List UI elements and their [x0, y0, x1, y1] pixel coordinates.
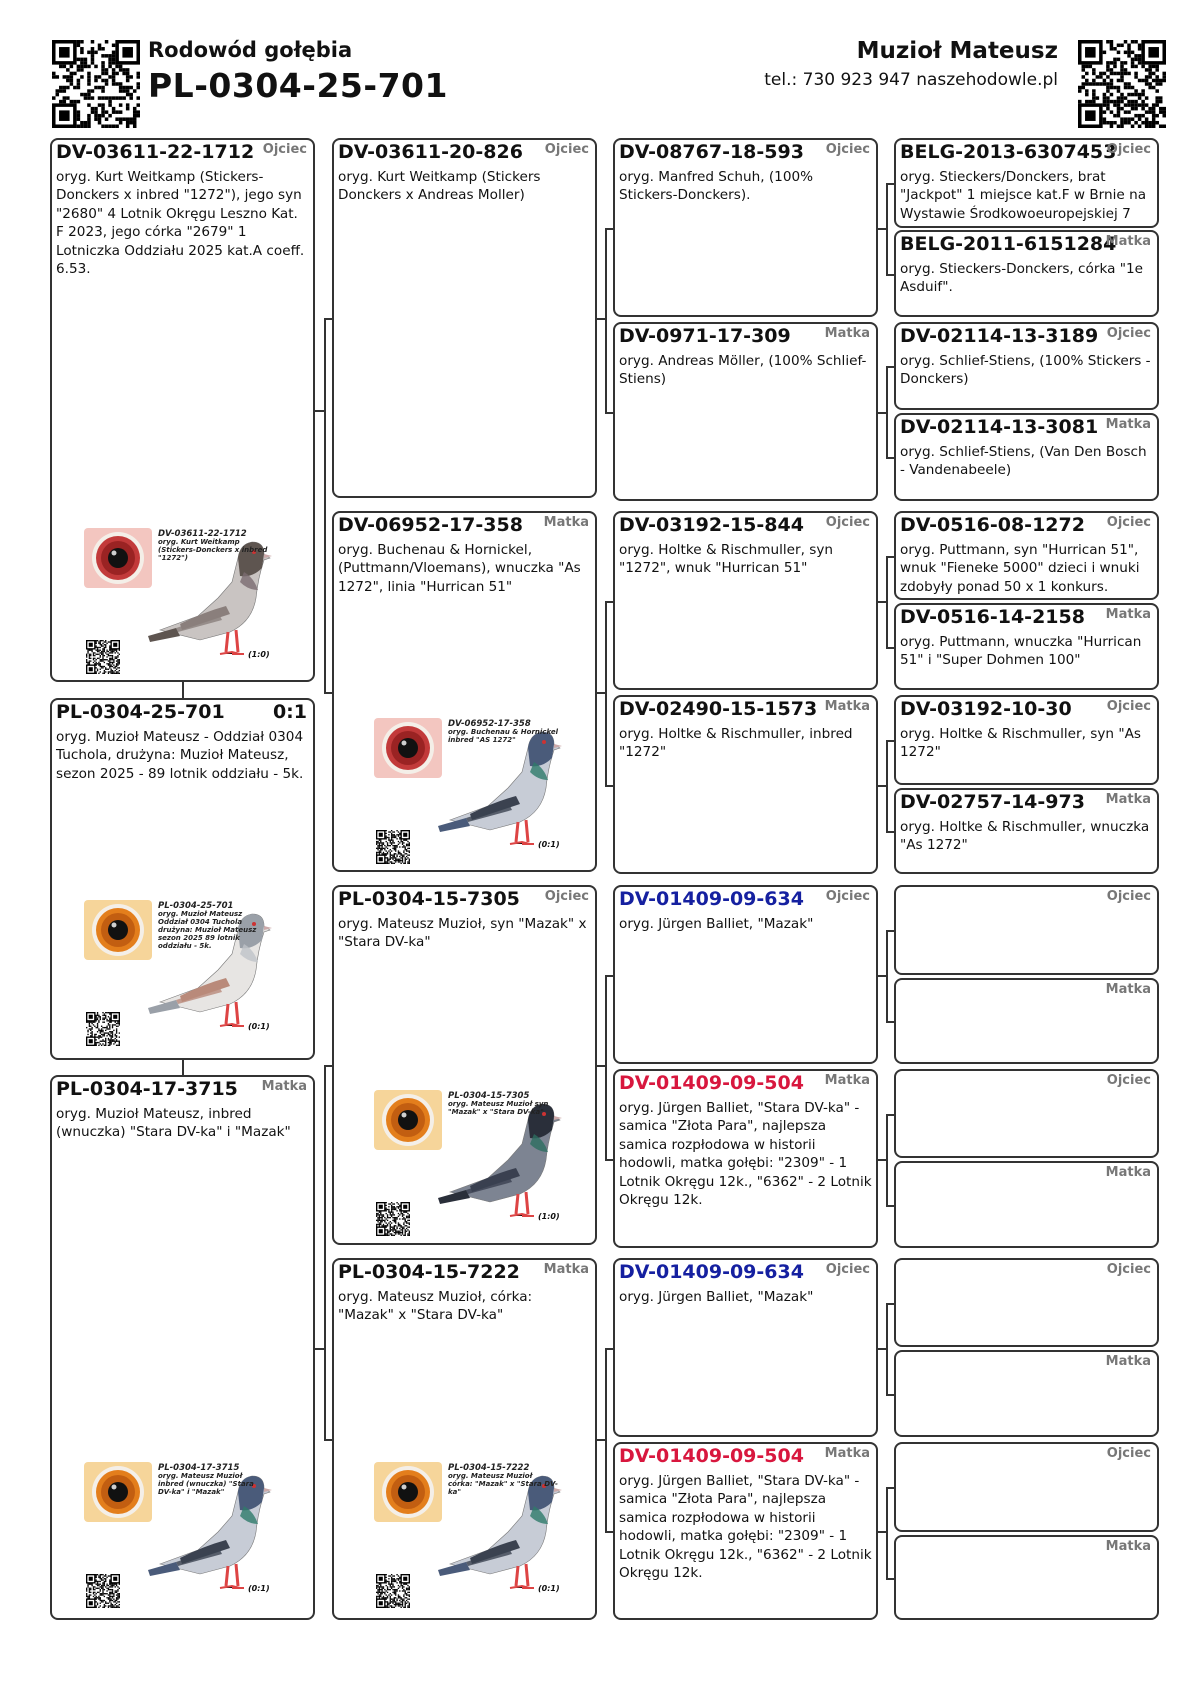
bird-description: oryg. Kurt Weitkamp (Stickers Donckers x Andreas Moller)	[338, 169, 541, 204]
parent-role-label: Matka	[1105, 982, 1151, 997]
qr-code-icon	[86, 1012, 120, 1046]
photo-sex-label: (1:0)	[248, 650, 270, 659]
photo-caption-ring: DV-03611-22-1712	[158, 529, 247, 539]
ring-number: PL-0304-15-7222	[338, 1261, 520, 1283]
bird-description: oryg. Jürgen Balliet, "Mazak"	[619, 1289, 814, 1305]
photo-caption	[448, 720, 558, 744]
connector-line	[597, 318, 605, 320]
photo-caption	[448, 1092, 558, 1116]
pedigree-box-ff[interactable]	[332, 138, 597, 498]
connector-line	[605, 975, 607, 1159]
connector-line	[878, 975, 886, 977]
bird-description: oryg. Jürgen Balliet, "Stara DV-ka" - samica "Złota Para", najlepsza samica rozpłodowa w historii hodowli, matka gołębi: "2309" - 1 Lotnik Okręgu 12k., "6362" - 2 Lotnik Okręgu 12k.	[619, 1100, 872, 1209]
connector-line	[886, 1021, 894, 1023]
connector-line	[182, 682, 184, 698]
ring-number: PL-0304-17-3715	[56, 1078, 238, 1100]
ring-number: DV-01409-09-634	[619, 888, 804, 910]
pedigree-box-fmfm[interactable]	[894, 603, 1159, 690]
parent-role-label: Ojciec	[825, 515, 870, 530]
parent-role-label: Ojciec	[825, 889, 870, 904]
parent-role-label: Ojciec	[262, 142, 307, 157]
parent-role-label: Ojciec	[1106, 1262, 1151, 1277]
connector-line	[886, 1303, 894, 1305]
qr-code-icon	[376, 830, 410, 864]
pigeon-photo-f	[84, 528, 284, 678]
connector-line	[886, 740, 894, 742]
parent-role-label: Ojciec	[1106, 515, 1151, 530]
pedigree-box-mmmm[interactable]	[894, 1535, 1159, 1620]
photo-caption-ring: PL-0304-25-701	[158, 901, 234, 911]
parent-role-label: Ojciec	[1106, 699, 1151, 714]
connector-line	[886, 183, 888, 274]
connector-line	[605, 1348, 607, 1532]
parent-role-label: Ojciec	[1106, 142, 1151, 157]
connector-line	[597, 692, 605, 694]
bird-description: oryg. Mateusz Muzioł, syn "Mazak" x "Stara DV-ka"	[338, 916, 587, 951]
pigeon-photo-fm	[374, 718, 574, 868]
connector-line	[886, 1114, 894, 1116]
photo-caption-text: oryg. Mateusz Muzioł syn "Mazak" x "Stara DV-ka"	[448, 1100, 549, 1116]
photo-caption	[448, 1464, 558, 1496]
pigeon-eye-image	[84, 528, 152, 588]
bird-description: oryg. Mateusz Muzioł, córka: "Mazak" x "Stara DV-ka"	[338, 1289, 533, 1324]
pedigree-box-mfmf[interactable]	[894, 1069, 1159, 1158]
bird-description: oryg. Holtke & Rischmuller, wnuczka "As 1272"	[900, 819, 1150, 854]
parent-role-label: Ojciec	[1106, 1073, 1151, 1088]
pedigree-box-fff[interactable]	[613, 138, 878, 317]
pedigree-box-fmff[interactable]	[894, 511, 1159, 600]
photo-caption	[158, 902, 268, 950]
photo-caption-text: oryg. Kurt Weitkamp (Stickers-Donckers x inbred "1272")	[158, 538, 268, 562]
connector-line	[324, 318, 332, 320]
connector-line	[886, 556, 888, 647]
pigeon-eye-image	[84, 1462, 152, 1522]
connector-line	[315, 410, 324, 412]
bird-description: oryg. Schlief-Stiens, (100% Stickers - Donckers)	[900, 353, 1151, 388]
bird-description: oryg. Andreas Möller, (100% Schlief-Stiens)	[619, 353, 867, 388]
bird-description: oryg. Stieckers/Donckers, brat "Jackpot" 1 miejsce kat.F w Brnie na Wystawie Środkowoeuropejskiej 7	[900, 169, 1147, 222]
qr-code-icon-right	[1078, 40, 1166, 128]
ring-number: PL-0304-25-701	[56, 701, 225, 723]
connector-line	[886, 183, 894, 185]
connector-line	[324, 1065, 326, 1439]
sex-indicator: 0:1	[272, 701, 307, 723]
bird-description: oryg. Muzioł Mateusz, inbred (wnuczka) "Stara DV-ka" i "Mazak"	[56, 1106, 291, 1141]
connector-line	[597, 1065, 605, 1067]
pedigree-box-mmm[interactable]	[613, 1442, 878, 1620]
parent-role-label: Ojciec	[1106, 1446, 1151, 1461]
pigeon-photo-mf	[374, 1090, 574, 1240]
parent-role-label: Ojciec	[825, 142, 870, 157]
pedigree-box-ffmf[interactable]	[894, 322, 1159, 410]
parent-role-label: Matka	[824, 1073, 870, 1088]
photo-caption-text: oryg. Buchenau & Hornickel inbred "AS 1272"	[448, 728, 559, 744]
ring-number: DV-01409-09-504	[619, 1072, 804, 1094]
pedigree-box-ffff[interactable]	[894, 138, 1159, 228]
pedigree-box-mmff[interactable]	[894, 1258, 1159, 1347]
photo-caption-text: oryg. Muzioł Mateusz Oddział 0304 Tuchola drużyna: Muzioł Mateusz sezon 2025 89 lotnik oddziału - 5k.	[158, 910, 257, 950]
ring-number: DV-0516-14-2158	[900, 606, 1085, 628]
connector-line	[886, 457, 894, 459]
qr-code-icon	[86, 640, 120, 674]
parent-role-label: Matka	[824, 326, 870, 341]
pedigree-box-mmfm[interactable]	[894, 1350, 1159, 1437]
connector-line	[886, 1487, 894, 1489]
connector-line	[886, 930, 894, 932]
bird-description: oryg. Puttmann, wnuczka "Hurrican 51" i "Super Dohmen 100"	[900, 634, 1142, 669]
connector-line	[605, 601, 607, 785]
connector-line	[878, 1348, 886, 1350]
bird-description: oryg. Puttmann, syn "Hurrican 51", wnuk "Fieneke 5000" dzieci i wnuki zdobyły ponad 50 x 1 konkurs.	[900, 542, 1140, 595]
connector-line	[886, 831, 894, 833]
connector-line	[605, 975, 613, 977]
owner-contact: tel.: 730 923 947 naszehodowle.pl	[764, 70, 1058, 90]
connector-line	[605, 228, 613, 230]
parent-role-label: Matka	[1105, 417, 1151, 432]
pedigree-box-fmf[interactable]	[613, 511, 878, 690]
bird-description: oryg. Holtke & Rischmuller, syn "1272", wnuk "Hurrican 51"	[619, 542, 834, 577]
bird-description: oryg. Buchenau & Hornickel, (Puttmann/Vloemans), wnuczka "As 1272", linia "Hurrican 51"	[338, 542, 581, 595]
ring-number: DV-01409-09-504	[619, 1445, 804, 1467]
connector-line	[886, 556, 894, 558]
connector-line	[605, 785, 613, 787]
connector-line	[886, 366, 888, 457]
pigeon-eye-image	[374, 718, 442, 778]
bird-description: oryg. Holtke & Rischmuller, syn "As 1272"	[900, 726, 1141, 761]
connector-line	[886, 1578, 894, 1580]
parent-role-label: Matka	[824, 699, 870, 714]
ring-number: DV-0516-08-1272	[900, 514, 1085, 536]
connector-line	[605, 1531, 613, 1533]
ring-number: DV-02114-13-3189	[900, 325, 1099, 347]
bird-description: oryg. Jürgen Balliet, "Stara DV-ka" - samica "Złota Para", najlepsza samica rozpłodowa w historii hodowli, matka gołębi: "2309" - 1 Lotnik Okręgu 12k., "6362" - 2 Lotnik Okręgu 12k.	[619, 1473, 872, 1582]
photo-sex-label: (1:0)	[538, 1212, 560, 1221]
connector-line	[886, 1394, 894, 1396]
ring-number: DV-03611-22-1712	[56, 141, 255, 163]
ring-number: BELG-2011-6151284	[900, 233, 1117, 255]
parent-role-label: Matka	[1105, 1165, 1151, 1180]
parent-role-label: Matka	[543, 515, 589, 530]
parent-role-label: Ojciec	[544, 142, 589, 157]
photo-caption-text: oryg. Mateusz Muzioł inbred (wnuczka) "Stara DV-ka" i "Mazak"	[158, 1472, 254, 1496]
pigeon-photo-subject	[84, 900, 284, 1050]
pedigree-box-fmm[interactable]	[613, 695, 878, 874]
photo-caption-text: oryg. Mateusz Muzioł córka: "Mazak" x "Stara DV-ka"	[448, 1472, 558, 1496]
parent-role-label: Matka	[1105, 1539, 1151, 1554]
photo-caption	[158, 530, 268, 562]
pigeon-eye-image	[84, 900, 152, 960]
ring-number: DV-02490-15-1573	[619, 698, 818, 720]
parent-role-label: Matka	[543, 1262, 589, 1277]
photo-sex-label: (0:1)	[248, 1584, 270, 1593]
pedigree-box-mfff[interactable]	[894, 885, 1159, 975]
photo-caption-ring: PL-0304-15-7305	[448, 1091, 530, 1101]
ring-number: DV-03192-10-30	[900, 698, 1072, 720]
pedigree-box-ffmm[interactable]	[894, 413, 1159, 501]
qr-code-icon	[86, 1574, 120, 1608]
qr-code-icon	[376, 1202, 410, 1236]
pigeon-eye-image	[374, 1090, 442, 1150]
connector-line	[597, 1439, 605, 1441]
ring-number: DV-02114-13-3081	[900, 416, 1099, 438]
connector-line	[886, 1487, 888, 1578]
connector-line	[886, 366, 894, 368]
bird-description: oryg. Muzioł Mateusz - Oddział 0304 Tuchola, drużyna: Muzioł Mateusz, sezon 2025 - 89 lotnik oddziału - 5k.	[56, 729, 304, 782]
parent-role-label: Ojciec	[544, 889, 589, 904]
connector-line	[315, 1348, 324, 1350]
bird-description: oryg. Schlief-Stiens, (Van Den Bosch - Vandenabeele)	[900, 444, 1147, 479]
pedigree-box-mmmf[interactable]	[894, 1442, 1159, 1532]
connector-line	[605, 412, 613, 414]
ring-number: DV-0971-17-309	[619, 325, 791, 347]
bird-description: oryg. Kurt Weitkamp (Stickers-Donckers x inbred "1272"), jego syn "2680" 4 Lotnik Okręgu Leszno Kat. F 2023, jego córka "2679" 1 Lotniczka Oddziału 2025 kat.A coeff. 6.53.	[56, 169, 305, 278]
connector-line	[878, 1159, 886, 1161]
pigeon-ring-number: PL-0304-25-701	[148, 66, 448, 105]
connector-line	[878, 412, 886, 414]
pedigree-box-mff[interactable]	[613, 885, 878, 1064]
pedigree-box-fmmm[interactable]	[894, 788, 1159, 874]
ring-number: PL-0304-15-7305	[338, 888, 520, 910]
parent-role-label: Matka	[261, 1079, 307, 1094]
pedigree-box-mffm[interactable]	[894, 978, 1159, 1064]
connector-line	[324, 1065, 332, 1067]
bird-description: oryg. Holtke & Rischmuller, inbred "1272"	[619, 726, 853, 761]
ring-number: DV-08767-18-593	[619, 141, 804, 163]
connector-line	[605, 228, 607, 412]
connector-line	[605, 1348, 613, 1350]
parent-role-label: Matka	[824, 1446, 870, 1461]
ring-number: DV-03192-15-844	[619, 514, 804, 536]
connector-line	[605, 601, 613, 603]
connector-line	[878, 228, 886, 230]
parent-role-label: Ojciec	[1106, 889, 1151, 904]
connector-line	[886, 1303, 888, 1394]
pedigree-box-fmmf[interactable]	[894, 695, 1159, 785]
parent-role-label: Matka	[1105, 234, 1151, 249]
bird-description: oryg. Manfred Schuh, (100% Stickers-Donckers).	[619, 169, 814, 204]
pigeon-eye-image	[374, 1462, 442, 1522]
pedigree-box-mmf[interactable]	[613, 1258, 878, 1437]
connector-line	[886, 740, 888, 831]
ring-number: DV-03611-20-826	[338, 141, 523, 163]
connector-line	[324, 692, 332, 694]
parent-role-label: Ojciec	[825, 1262, 870, 1277]
connector-line	[324, 318, 326, 692]
parent-role-label: Ojciec	[1106, 326, 1151, 341]
photo-caption-ring: DV-06952-17-358	[448, 719, 531, 729]
photo-sex-label: (0:1)	[248, 1022, 270, 1031]
connector-line	[886, 1205, 894, 1207]
connector-line	[886, 647, 894, 649]
photo-sex-label: (0:1)	[538, 1584, 560, 1593]
connector-line	[324, 1439, 332, 1441]
pedigree-box-mfmm[interactable]	[894, 1161, 1159, 1248]
photo-sex-label: (0:1)	[538, 840, 560, 849]
ring-number: DV-02757-14-973	[900, 791, 1085, 813]
connector-line	[886, 930, 888, 1021]
pigeon-photo-mm	[374, 1462, 574, 1612]
parent-role-label: Matka	[1105, 607, 1151, 622]
photo-caption	[158, 1464, 268, 1496]
ring-number: DV-06952-17-358	[338, 514, 523, 536]
connector-line	[878, 601, 886, 603]
pedigree-box-fffm[interactable]	[894, 230, 1159, 317]
pigeon-photo-m	[84, 1462, 284, 1612]
parent-role-label: Matka	[1105, 792, 1151, 807]
ring-number: DV-01409-09-634	[619, 1261, 804, 1283]
ring-number: BELG-2013-6307453	[900, 141, 1117, 163]
qr-code-icon-left	[52, 40, 140, 128]
photo-caption-ring: PL-0304-15-7222	[448, 1463, 530, 1473]
pedigree-box-ffm[interactable]	[613, 322, 878, 501]
connector-line	[886, 274, 894, 276]
parent-role-label: Matka	[1105, 1354, 1151, 1369]
qr-code-icon	[376, 1574, 410, 1608]
photo-caption-ring: PL-0304-17-3715	[158, 1463, 240, 1473]
connector-line	[886, 1114, 888, 1205]
connector-line	[605, 1159, 613, 1161]
connector-line	[878, 785, 886, 787]
connector-line	[182, 1060, 184, 1075]
bird-description: oryg. Stieckers-Donckers, córka "1e Asduif".	[900, 261, 1143, 296]
pedigree-box-mfm[interactable]	[613, 1069, 878, 1248]
document-title: Rodowód gołębia	[148, 38, 353, 62]
bird-description: oryg. Jürgen Balliet, "Mazak"	[619, 916, 814, 932]
connector-line	[878, 1531, 886, 1533]
owner-name: Muzioł Mateusz	[856, 38, 1058, 64]
